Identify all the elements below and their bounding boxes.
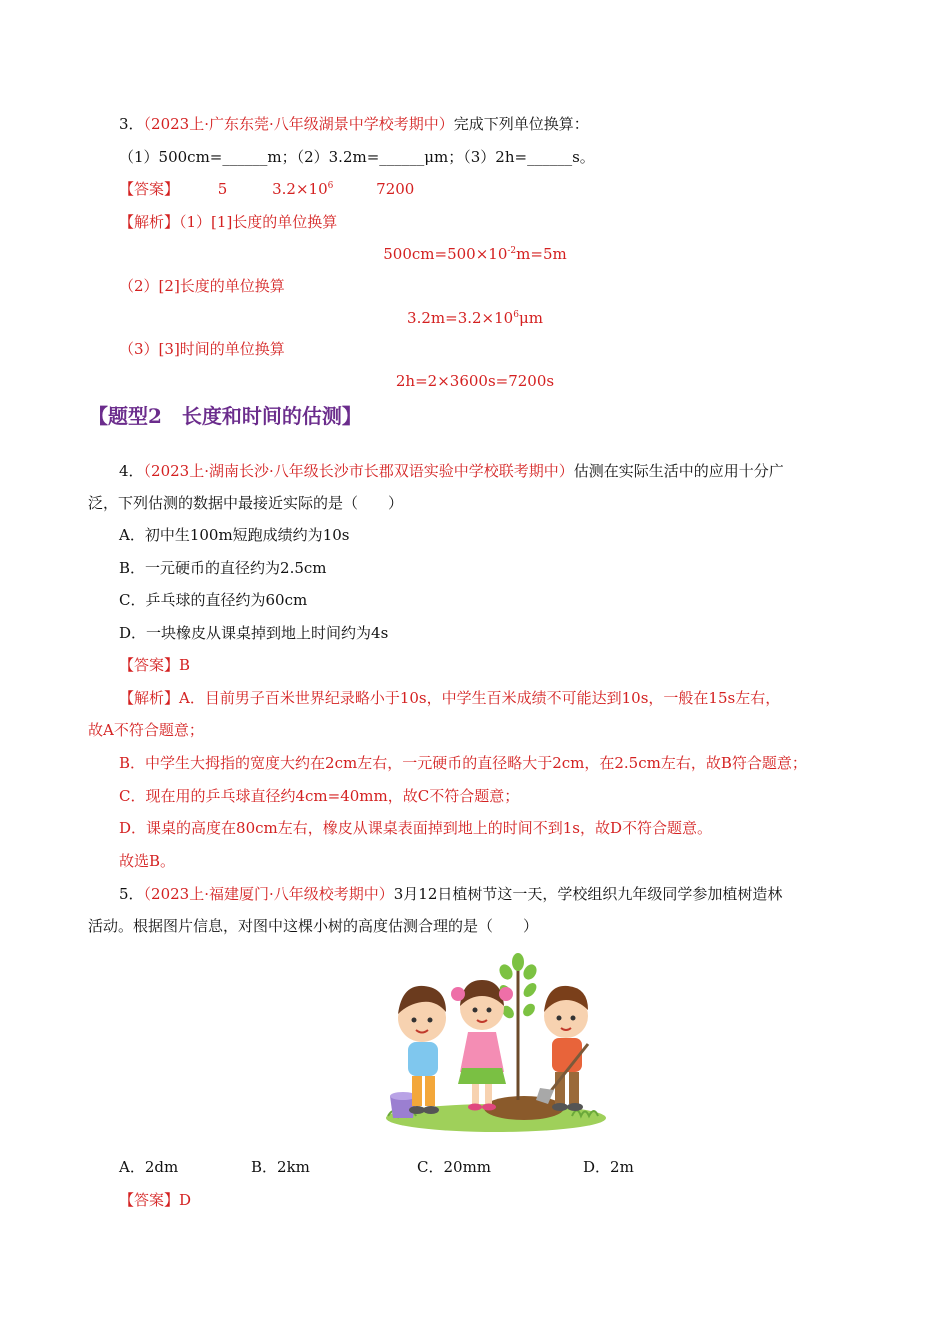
q5-number: 5． [119, 885, 144, 903]
q3-answer-1: 5 [217, 180, 228, 198]
q4-source: （2023上·湖南长沙·八年级长沙市长郡双语实验中学校联考期中） [143, 462, 574, 480]
q4-conclusion: 故选B。 [119, 852, 176, 870]
q3-answer-2: $3.2\times 10^6$ [272, 180, 334, 198]
q3-answer [119, 179, 414, 199]
q4-number: 4． [119, 462, 144, 480]
soil-mound [484, 1096, 564, 1120]
q3-stem [119, 114, 589, 134]
q5-option-c: C．20mm [417, 1158, 492, 1176]
right-boy [536, 986, 588, 1111]
section-heading: 【题型2 长度和时间的估测】 [88, 404, 362, 428]
q3-source: （2023上·广东东莞·八年级湖景中学校考期中） [143, 115, 454, 133]
q4-analysis-a-1: 【解析】A．目前男子百米世界纪录略小于10s，中学生百米成绩不可能达到10s，一般在15s左右， [119, 689, 781, 707]
q5-answer: 【答案】D [119, 1191, 192, 1209]
q3-text: 完成下列单位换算： [453, 115, 589, 133]
q4-answer: 【答案】B [119, 656, 191, 674]
q3-formula-1: $500cm=500\times 10^{-2}m=5m$ [383, 245, 567, 263]
q5-stem-line-2: 活动。根据图片信息，对图中这棵小树的高度估测合理的是（ ） [88, 917, 539, 935]
q3-answer-3: 7200 [376, 180, 415, 198]
q4-analysis-b: B．中学生大拇指的宽度大约在2cm左右，一元硬币的直径略大于2cm，在2.5cm左右，故B符合题意； [119, 754, 807, 772]
q3-analysis-3: （3）[3]时间的单位换算 [119, 340, 285, 358]
q5-source: （2023上·福建厦门·八年级校考期中） [143, 885, 394, 903]
q5-stem-line-1: 5．（2023上·福建厦门·八年级校考期中）3月12日植树节这一天，学校组织九年级同学参加植树造林 [119, 885, 783, 903]
q3-formula-3: 2h=2×3600s=7200s [395, 372, 555, 390]
answer-label: 【答案】 [119, 180, 180, 198]
q4-analysis-a-2: 故A不符合题意； [88, 721, 204, 739]
q3-analysis-1: 【解析】（1）[1]长度的单位换算 [119, 213, 338, 231]
q4-analysis-d: D．课桌的高度在80cm左右，橡皮从课桌表面掉到地上的时间不到1s，故D不符合题意。 [119, 819, 713, 837]
tree-planting-illustration [382, 950, 610, 1138]
q3-formula-2: $3.2m=3.2\times 10^6\mu m$ [407, 309, 543, 327]
girl [451, 980, 513, 1111]
analysis-label: 【解析】 [119, 213, 180, 231]
q4-stem-line-1: 4．（2023上·湖南长沙·八年级长沙市长郡双语实验中学校联考期中）估测在实际生活中的应用十分广 [119, 462, 784, 480]
q3-blanks: （1）500cm=______m；（2）3.2m=______μm；（3）2h=______s。 [119, 148, 595, 166]
q4-option-b: B．一元硬币的直径约为2.5cm [119, 559, 327, 577]
q5-option-a: A．2dm [119, 1158, 179, 1176]
q4-option-a: A．初中生100m短跑成绩约为10s [119, 526, 350, 544]
q4-option-d: D．一块橡皮从课桌掉到地上时间约为4s [119, 624, 389, 642]
q5-option-d: D．2m [583, 1158, 634, 1176]
q3-number: 3． [119, 115, 144, 133]
q4-analysis-c: C．现在用的乒乓球直径约4cm=40mm，故C不符合题意； [119, 787, 520, 805]
q4-stem-line-2: 泛，下列估测的数据中最接近实际的是（ ） [88, 494, 404, 512]
q3-analysis-2: （2）[2]长度的单位换算 [119, 277, 285, 295]
q4-option-c: C．乒乓球的直径约为60cm [119, 591, 308, 609]
q5-option-b: B．2km [251, 1158, 310, 1176]
